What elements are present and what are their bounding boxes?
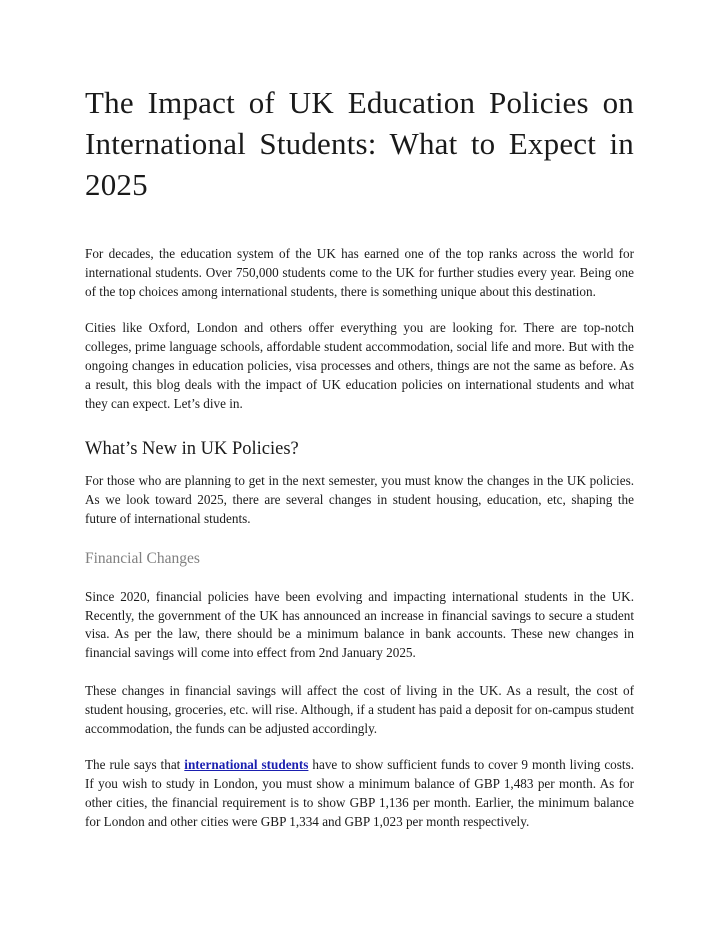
international-students-link[interactable]: international students	[184, 757, 309, 773]
rule-text-before-link: The rule says that	[85, 757, 185, 773]
rule-paragraph	[85, 756, 634, 831]
intro-paragraph-2: Cities like Oxford, London and others offer everything you are looking for. There are top-notch colleges, prime language schools, affordable student accommodation, social life and more. But with the ongoing changes in education policies, visa processes and others, things are not the same as before. As a result, this blog deals with the impact of UK education policies on international students and what they can expect. Let’s dive in.	[85, 320, 634, 411]
financial-paragraph-2: These changes in financial savings will affect the cost of living in the UK. As a result, the cost of student housing, groceries, etc. will rise. Although, if a student has paid a deposit for on-campus student accommodation, the funds can be adjusted accordingly.	[85, 682, 635, 736]
subsection-heading-financial-changes: Financial Changes	[85, 549, 200, 567]
financial-paragraph-1: Since 2020, financial policies have been evolving and impacting international students in the UK. Recently, the government of the UK has announced an increase in financial savings to secure a student visa. As per the law, there should be a minimum balance in bank accounts. These new changes in financial savings will come into effect from 2nd January 2025.	[85, 588, 634, 661]
section-paragraph: For those who are planning to get in the next semester, you must know the changes in the UK policies. As we look toward 2025, there are several changes in student housing, education, etc, shaping the future of international students.	[85, 473, 634, 526]
page-title: The Impact of UK Education Policies on International Students: What to Expect in 2025	[85, 85, 634, 202]
document-page	[85, 82, 634, 832]
rule-text-after-link: have to show sufficient funds to cover 9 month living costs. If you wish to study in London, you must show a minimum balance of GBP 1,483 per month. As for other cities, the financial requirement is to show GBP 1,136 per month. Earlier, the minimum balance for London and other cities were GBP 1,334 and GBP 1,023 per month respectively.	[85, 757, 634, 829]
section-heading-uk-policies: What’s New in UK Policies?	[85, 439, 299, 460]
intro-paragraph-1: For decades, the education system of the UK has earned one of the top ranks across the world for international students. Over 750,000 students come to the UK for further studies every year. Being one of the top choices among international students, there is something unique about this destination.	[85, 246, 634, 299]
